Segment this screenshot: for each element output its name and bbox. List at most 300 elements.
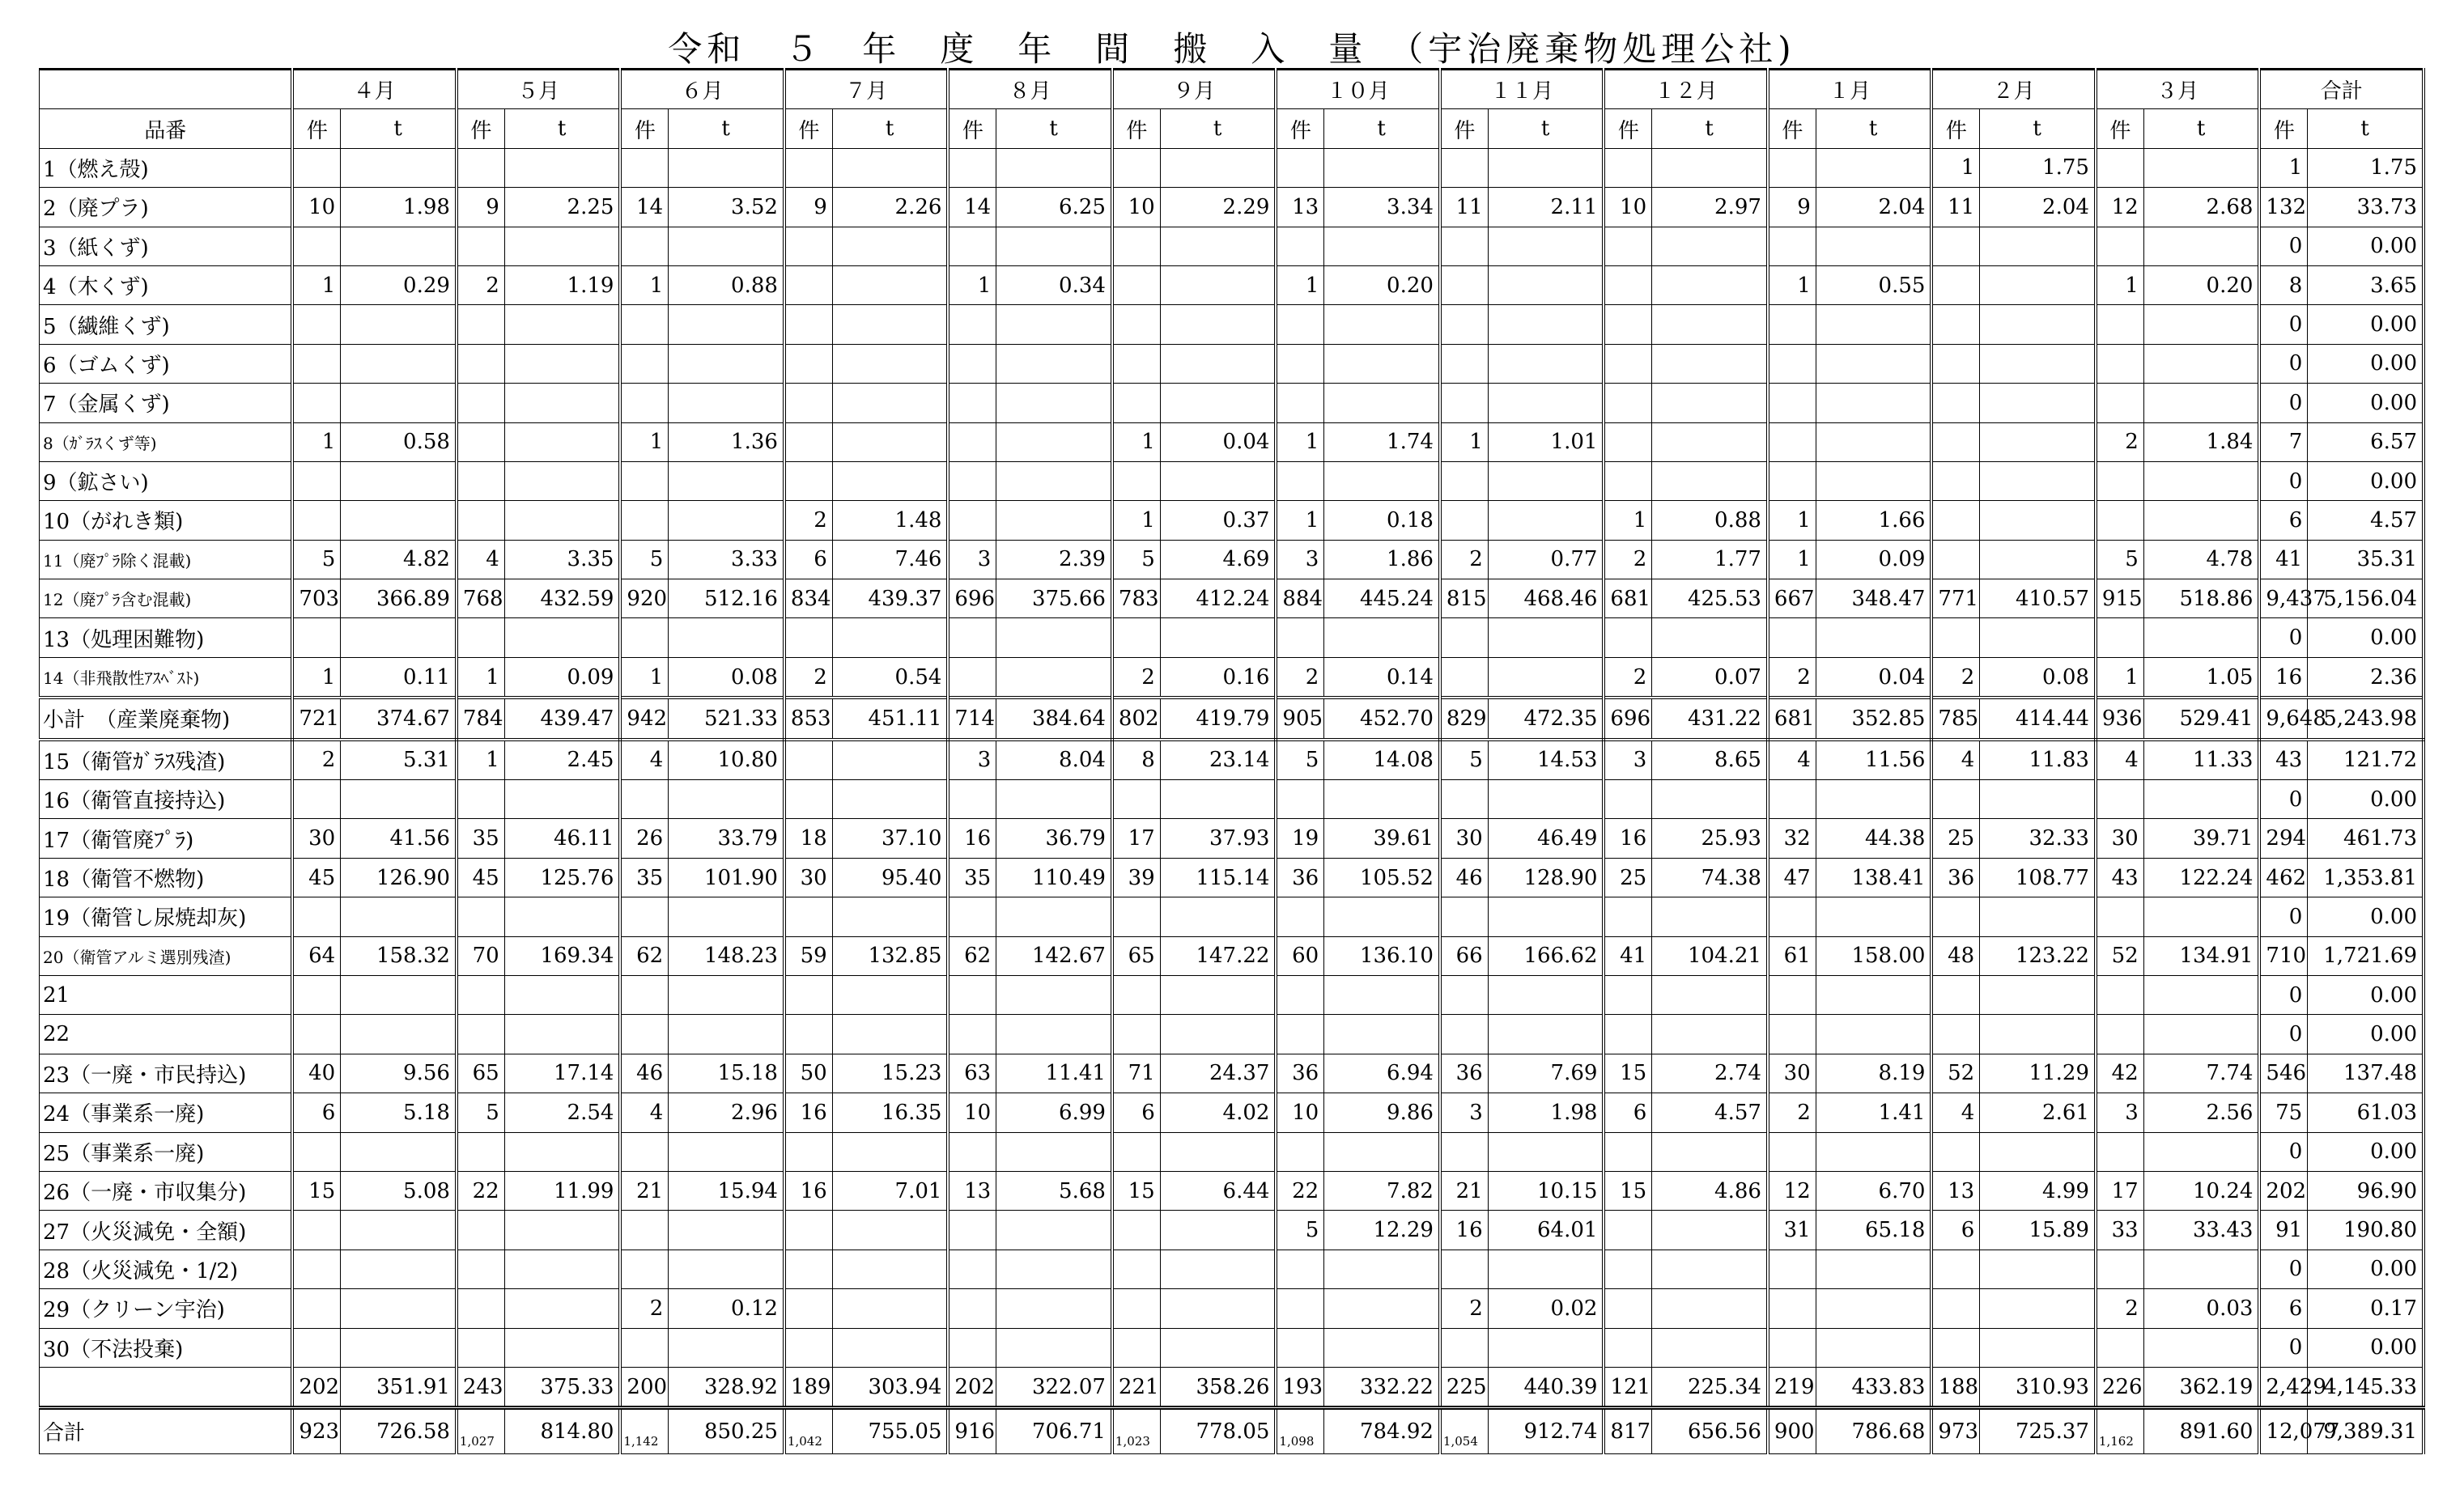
count-cell: 52	[1931, 1054, 1979, 1093]
count-header-5: 件	[948, 109, 996, 148]
ton-cell: 410.57	[1980, 579, 2096, 618]
ton-cell: 0.14	[1324, 657, 1440, 698]
ton-cell	[832, 384, 948, 422]
ton-cell	[1816, 1328, 1931, 1367]
count-cell: 62	[620, 936, 668, 975]
row-label: 16（衛管直接持込)	[40, 780, 293, 819]
ton-cell	[1160, 1328, 1276, 1367]
ton-cell: 64.01	[1488, 1211, 1604, 1250]
count-cell	[784, 897, 832, 936]
ton-cell: 225.34	[1652, 1367, 1768, 1407]
ton-cell	[1652, 1250, 1768, 1288]
table-row	[40, 501, 2424, 540]
count-cell: 5	[1112, 540, 1160, 579]
ton-cell	[504, 1132, 620, 1171]
count-cell: 14	[948, 188, 996, 227]
ton-cell	[1652, 1211, 1768, 1250]
count-cell	[1604, 1211, 1651, 1250]
ton-cell: 11.33	[2143, 740, 2259, 780]
count-cell	[457, 780, 504, 819]
count-cell: 22	[457, 1171, 504, 1210]
count-cell	[1440, 305, 1488, 344]
count-cell: 1	[457, 657, 504, 698]
ton-cell	[669, 780, 784, 819]
ton-cell	[1980, 780, 2096, 819]
ton-cell: 2.97	[1652, 188, 1768, 227]
count-cell: 2	[784, 501, 832, 540]
count-cell: 243	[457, 1367, 504, 1407]
table-row	[40, 540, 2424, 579]
count-cell: 973	[1931, 1408, 1979, 1453]
ton-cell	[1816, 422, 1931, 461]
count-cell: 6	[1112, 1093, 1160, 1132]
ton-cell	[832, 780, 948, 819]
count-cell	[457, 384, 504, 422]
count-cell	[784, 344, 832, 383]
ton-cell	[1488, 461, 1604, 500]
ton-cell	[1160, 384, 1276, 422]
ton-cell	[1816, 1250, 1931, 1288]
count-cell	[948, 897, 996, 936]
ton-cell	[341, 227, 457, 265]
count-cell	[2096, 227, 2143, 265]
table-row	[40, 1328, 2424, 1367]
ton-cell	[1980, 975, 2096, 1014]
ton-cell: 6.94	[1324, 1054, 1440, 1093]
ton-cell: 414.44	[1980, 698, 2096, 739]
ton-cell	[1980, 461, 2096, 500]
count-cell	[2096, 461, 2143, 500]
ton-cell: 4.82	[341, 540, 457, 579]
ton-cell: 439.47	[504, 698, 620, 739]
month-header-13: 合計	[2259, 70, 2424, 109]
ton-cell	[504, 461, 620, 500]
count-cell: 3	[948, 740, 996, 780]
ton-cell	[341, 780, 457, 819]
count-cell	[1768, 461, 1816, 500]
row-label: 22	[40, 1015, 293, 1054]
ton-cell	[996, 227, 1112, 265]
count-cell: 4	[620, 1093, 668, 1132]
ton-cell	[504, 227, 620, 265]
ton-cell: 11.83	[1980, 740, 2096, 780]
count-cell	[1276, 897, 1323, 936]
ton-cell	[341, 897, 457, 936]
ton-cell: 14.08	[1324, 740, 1440, 780]
ton-cell: 6.25	[996, 188, 1112, 227]
ton-cell	[1816, 780, 1931, 819]
ton-cell: 512.16	[669, 579, 784, 618]
ton-cell: 1.98	[1488, 1093, 1604, 1132]
count-cell	[784, 265, 832, 304]
subtotal-general-row	[40, 1367, 2424, 1407]
count-cell: 0	[2259, 897, 2307, 936]
count-cell	[1931, 540, 1979, 579]
table-row	[40, 305, 2424, 344]
ton-cell	[1324, 1328, 1440, 1367]
ton-cell: 451.11	[832, 698, 948, 739]
count-cell	[457, 227, 504, 265]
count-cell: 59	[784, 936, 832, 975]
ton-cell: 44.38	[1816, 819, 1931, 858]
count-cell	[948, 1250, 996, 1288]
count-cell: 36	[1276, 858, 1323, 897]
count-cell: 2	[1931, 657, 1979, 698]
count-cell: 0	[2259, 780, 2307, 819]
ton-cell	[996, 344, 1112, 383]
ton-cell: 0.04	[1160, 422, 1276, 461]
count-cell: 294	[2259, 819, 2307, 858]
ton-cell: 15.94	[669, 1171, 784, 1210]
ton-cell	[832, 1289, 948, 1328]
count-cell	[784, 305, 832, 344]
ton-cell: 726.58	[341, 1408, 457, 1453]
count-cell	[457, 148, 504, 187]
count-cell	[784, 1289, 832, 1328]
count-cell	[457, 1289, 504, 1328]
count-cell	[2096, 148, 2143, 187]
ton-header-9: t	[1652, 109, 1768, 148]
ton-cell: 3.33	[669, 540, 784, 579]
ton-cell: 529.41	[2143, 698, 2259, 739]
count-cell	[948, 1015, 996, 1054]
ton-cell	[341, 501, 457, 540]
count-cell: 721	[292, 698, 340, 739]
ton-cell: 521.33	[669, 698, 784, 739]
ton-cell: 5.08	[341, 1171, 457, 1210]
count-cell	[620, 1132, 668, 1171]
ton-cell: 95.40	[832, 858, 948, 897]
count-cell	[1768, 897, 1816, 936]
count-cell	[1112, 384, 1160, 422]
ton-cell: 6.99	[996, 1093, 1112, 1132]
count-cell: 5	[2096, 540, 2143, 579]
ton-cell	[2143, 461, 2259, 500]
ton-cell	[1652, 305, 1768, 344]
ton-cell	[1980, 1289, 2096, 1328]
count-cell	[620, 501, 668, 540]
ton-cell	[996, 501, 1112, 540]
ton-cell	[1980, 1015, 2096, 1054]
count-cell	[620, 897, 668, 936]
count-cell	[1276, 1015, 1323, 1054]
ton-cell	[996, 461, 1112, 500]
count-cell	[1931, 975, 1979, 1014]
ton-header-10: t	[1816, 109, 1931, 148]
count-cell	[2096, 344, 2143, 383]
ton-cell	[1652, 1132, 1768, 1171]
count-cell	[1112, 1132, 1160, 1171]
ton-cell: 518.86	[2143, 579, 2259, 618]
ton-cell: 310.93	[1980, 1367, 2096, 1407]
count-cell: 71	[1112, 1054, 1160, 1093]
ton-cell	[832, 1328, 948, 1367]
count-cell	[292, 344, 340, 383]
row-label: 23（一廃・市民持込)	[40, 1054, 293, 1093]
count-cell: 1,023	[1112, 1408, 1160, 1453]
count-cell: 6	[1931, 1211, 1979, 1250]
count-cell	[292, 501, 340, 540]
count-cell	[1276, 1328, 1323, 1367]
count-cell	[620, 305, 668, 344]
count-cell: 1	[1276, 501, 1323, 540]
table-row	[40, 422, 2424, 461]
count-cell	[948, 148, 996, 187]
count-cell	[620, 344, 668, 383]
count-cell	[1112, 305, 1160, 344]
ton-cell	[341, 1211, 457, 1250]
ton-cell	[1324, 461, 1440, 500]
count-cell	[2096, 780, 2143, 819]
ton-cell	[1324, 227, 1440, 265]
count-cell	[292, 1211, 340, 1250]
row-label: 5（繊維くず)	[40, 305, 293, 344]
count-cell: 4	[1931, 740, 1979, 780]
count-cell	[620, 780, 668, 819]
ton-cell	[1652, 1289, 1768, 1328]
count-cell: 189	[784, 1367, 832, 1407]
count-cell	[1931, 461, 1979, 500]
ton-cell	[1652, 344, 1768, 383]
count-cell: 16	[948, 819, 996, 858]
ton-cell: 25.93	[1652, 819, 1768, 858]
ton-cell	[1652, 1015, 1768, 1054]
ton-cell	[669, 344, 784, 383]
ton-cell: 3.65	[2308, 265, 2424, 304]
count-cell: 40	[292, 1054, 340, 1093]
count-cell	[1768, 1250, 1816, 1288]
ton-cell: 8.04	[996, 740, 1112, 780]
ton-cell	[2143, 501, 2259, 540]
count-cell: 1	[1768, 540, 1816, 579]
ton-cell	[341, 1015, 457, 1054]
count-cell	[1604, 305, 1651, 344]
ton-cell: 656.56	[1652, 1408, 1768, 1453]
ton-cell: 0.88	[1652, 501, 1768, 540]
ton-cell: 7.01	[832, 1171, 948, 1210]
count-cell: 1	[2259, 148, 2307, 187]
ton-cell: 136.10	[1324, 936, 1440, 975]
count-cell: 1	[1768, 265, 1816, 304]
count-header-7: 件	[1276, 109, 1323, 148]
count-cell: 681	[1604, 579, 1651, 618]
ton-cell	[996, 657, 1112, 698]
ton-cell: 0.08	[1980, 657, 2096, 698]
count-cell	[457, 344, 504, 383]
count-cell: 9,648	[2259, 698, 2307, 739]
count-cell: 9	[784, 188, 832, 227]
count-cell	[292, 897, 340, 936]
count-cell: 1	[457, 740, 504, 780]
ton-cell	[1816, 618, 1931, 657]
ton-cell: 11.41	[996, 1054, 1112, 1093]
row-label: 12（廃ﾌﾟﾗ含む混載)	[40, 579, 293, 618]
count-cell	[1604, 1328, 1651, 1367]
ton-cell	[1816, 384, 1931, 422]
count-cell	[620, 148, 668, 187]
count-cell: 923	[292, 1408, 340, 1453]
count-cell	[948, 1289, 996, 1328]
count-header-6: 件	[1112, 109, 1160, 148]
row-label: 11（廃ﾌﾟﾗ除く混載)	[40, 540, 293, 579]
ton-cell: 10.80	[669, 740, 784, 780]
ton-cell	[2143, 1250, 2259, 1288]
ton-cell: 332.22	[1324, 1367, 1440, 1407]
ton-cell	[1816, 1015, 1931, 1054]
ton-cell	[1160, 1132, 1276, 1171]
count-cell	[1276, 618, 1323, 657]
ton-cell	[1488, 148, 1604, 187]
ton-cell: 2.11	[1488, 188, 1604, 227]
ton-cell: 778.05	[1160, 1408, 1276, 1453]
count-cell: 546	[2259, 1054, 2307, 1093]
count-cell	[1276, 384, 1323, 422]
count-cell: 46	[620, 1054, 668, 1093]
ton-cell	[996, 1015, 1112, 1054]
count-cell: 66	[1440, 936, 1488, 975]
count-cell	[1768, 618, 1816, 657]
ton-cell: 0.16	[1160, 657, 1276, 698]
ton-cell: 61.03	[2308, 1093, 2424, 1132]
count-cell: 0	[2259, 344, 2307, 383]
count-cell	[948, 618, 996, 657]
ton-cell	[504, 422, 620, 461]
count-cell: 30	[2096, 819, 2143, 858]
count-cell: 2	[2096, 422, 2143, 461]
count-cell: 15	[1604, 1054, 1651, 1093]
count-cell	[1440, 344, 1488, 383]
ton-header-11: t	[1980, 109, 2096, 148]
count-cell: 5	[457, 1093, 504, 1132]
count-cell: 21	[1440, 1171, 1488, 1210]
ton-cell: 440.39	[1488, 1367, 1604, 1407]
count-cell: 783	[1112, 579, 1160, 618]
table-row	[40, 819, 2424, 858]
count-cell	[1276, 344, 1323, 383]
count-cell: 4	[1931, 1093, 1979, 1132]
ton-cell	[2143, 897, 2259, 936]
ton-cell: 0.88	[669, 265, 784, 304]
ton-cell	[1160, 975, 1276, 1014]
ton-cell: 5,156.04	[2308, 579, 2424, 618]
count-header-9: 件	[1604, 109, 1651, 148]
ton-cell: 33.43	[2143, 1211, 2259, 1250]
row-label: 21	[40, 975, 293, 1014]
ton-cell	[832, 227, 948, 265]
count-cell	[1931, 780, 1979, 819]
ton-cell: 46.49	[1488, 819, 1604, 858]
ton-cell: 1.77	[1652, 540, 1768, 579]
row-label: 27（火災減免・全額)	[40, 1211, 293, 1250]
count-cell	[1440, 461, 1488, 500]
count-cell: 15	[292, 1171, 340, 1210]
count-cell	[457, 1211, 504, 1250]
ton-cell: 0.00	[2308, 1250, 2424, 1288]
count-cell: 1	[1276, 422, 1323, 461]
ton-cell: 1.36	[669, 422, 784, 461]
ton-cell: 375.33	[504, 1367, 620, 1407]
ton-cell	[1488, 501, 1604, 540]
ton-cell: 786.68	[1816, 1408, 1931, 1453]
ton-cell	[1324, 1132, 1440, 1171]
count-cell: 0	[2259, 384, 2307, 422]
ton-cell: 2.96	[669, 1093, 784, 1132]
table-row	[40, 265, 2424, 304]
count-cell: 1,027	[457, 1408, 504, 1453]
count-cell: 768	[457, 579, 504, 618]
ton-cell	[1160, 305, 1276, 344]
count-cell	[784, 618, 832, 657]
ton-cell	[832, 1211, 948, 1250]
count-cell: 915	[2096, 579, 2143, 618]
month-header-1: ４月	[292, 70, 457, 109]
count-cell: 30	[1768, 1054, 1816, 1093]
ton-cell	[1816, 344, 1931, 383]
ton-cell: 362.19	[2143, 1367, 2259, 1407]
ton-cell: 147.22	[1160, 936, 1276, 975]
count-cell: 219	[1768, 1367, 1816, 1407]
ton-cell: 14.53	[1488, 740, 1604, 780]
count-cell	[1112, 780, 1160, 819]
ton-cell	[1488, 1015, 1604, 1054]
count-cell	[1112, 1289, 1160, 1328]
row-label	[40, 1367, 293, 1407]
ton-cell	[1160, 1211, 1276, 1250]
ton-cell: 432.59	[504, 579, 620, 618]
count-cell: 5	[1276, 740, 1323, 780]
count-cell: 10	[292, 188, 340, 227]
table-row	[40, 657, 2424, 698]
count-cell	[1931, 897, 1979, 936]
count-cell: 1,042	[784, 1408, 832, 1453]
count-cell: 1	[1112, 501, 1160, 540]
count-cell	[620, 1015, 668, 1054]
count-cell: 785	[1931, 698, 1979, 739]
count-cell: 2	[1604, 540, 1651, 579]
ton-cell: 2.61	[1980, 1093, 2096, 1132]
ton-cell: 125.76	[504, 858, 620, 897]
count-cell: 1	[620, 657, 668, 698]
ton-cell: 0.00	[2308, 1132, 2424, 1171]
count-cell: 17	[2096, 1171, 2143, 1210]
ton-cell: 11.29	[1980, 1054, 2096, 1093]
ton-cell	[832, 1250, 948, 1288]
ton-cell: 8.65	[1652, 740, 1768, 780]
count-cell	[1440, 265, 1488, 304]
count-cell: 884	[1276, 579, 1323, 618]
count-cell	[784, 1250, 832, 1288]
row-label: 10（がれき類)	[40, 501, 293, 540]
ton-cell: 108.77	[1980, 858, 2096, 897]
table-row	[40, 975, 2424, 1014]
ton-cell: 461.73	[2308, 819, 2424, 858]
count-cell: 1	[1768, 501, 1816, 540]
count-cell	[1112, 344, 1160, 383]
count-cell	[457, 1132, 504, 1171]
ton-cell: 96.90	[2308, 1171, 2424, 1210]
ton-cell: 23.14	[1160, 740, 1276, 780]
ton-cell: 110.49	[996, 858, 1112, 897]
count-cell	[292, 1250, 340, 1288]
count-cell: 0	[2259, 618, 2307, 657]
count-cell: 667	[1768, 579, 1816, 618]
count-cell: 1	[948, 265, 996, 304]
count-cell	[1768, 422, 1816, 461]
ton-cell: 36.79	[996, 819, 1112, 858]
count-cell	[784, 461, 832, 500]
ton-cell	[1488, 618, 1604, 657]
ton-cell	[669, 1015, 784, 1054]
